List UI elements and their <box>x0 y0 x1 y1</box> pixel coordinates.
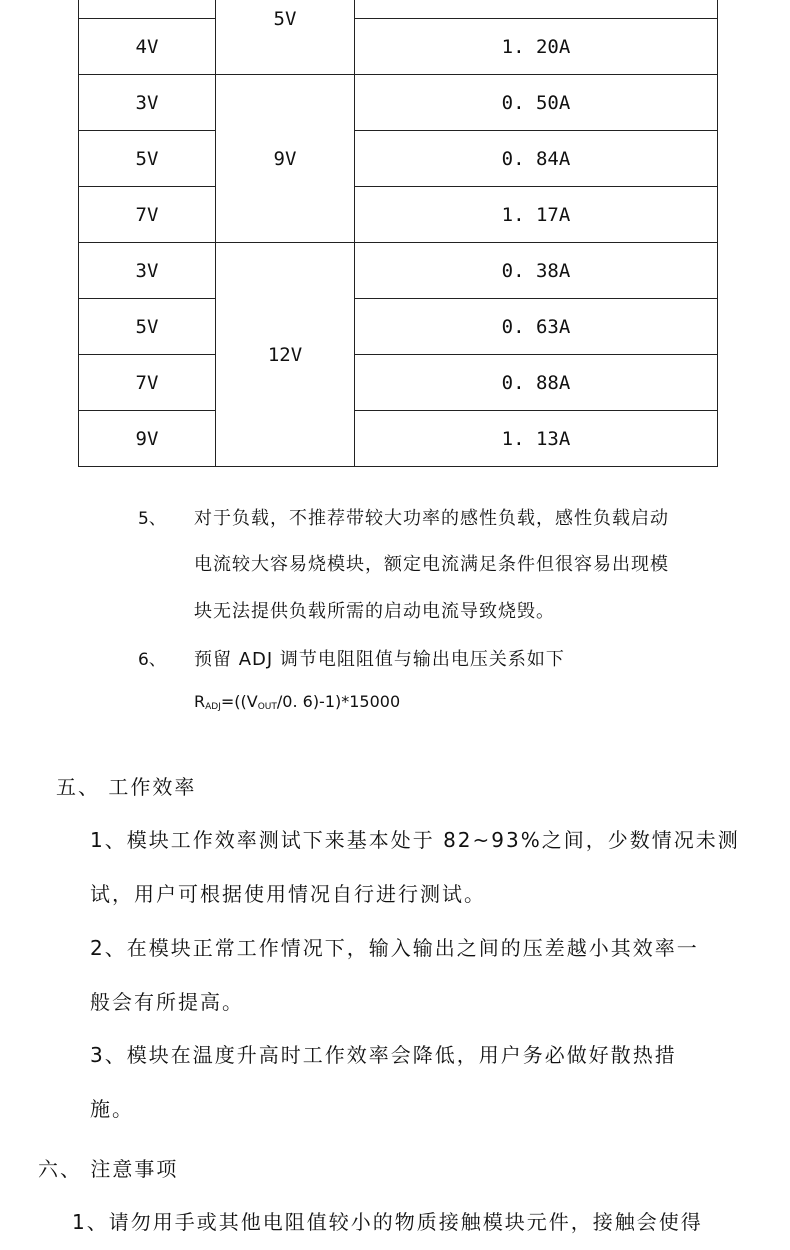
item-6-number: 6、 <box>138 650 166 670</box>
output-voltage-cell <box>79 0 216 19</box>
current-cell <box>355 0 718 19</box>
item-5-line-2: 电流较大容易烧模块，额定电流满足条件但很容易出现模 <box>194 554 669 575</box>
current-cell: 1. 13A <box>355 411 718 467</box>
section-5-line: 1、模块工作效率测试下来基本处于 82~93%之间，少数情况未测 <box>90 828 740 852</box>
input-voltage-cell: 12V <box>216 243 355 467</box>
output-voltage-cell: 5V <box>79 299 216 355</box>
input-voltage-cell: 9V <box>216 75 355 243</box>
spec-table <box>78 0 718 467</box>
current-cell: 1. 20A <box>355 19 718 75</box>
current-cell: 0. 63A <box>355 299 718 355</box>
section-5-line: 施。 <box>90 1097 134 1121</box>
output-voltage-cell: 3V <box>79 243 216 299</box>
current-cell: 0. 50A <box>355 75 718 131</box>
output-voltage-cell: 3V <box>79 75 216 131</box>
table-row <box>79 75 718 131</box>
table-row <box>79 187 718 243</box>
section-5-line: 2、在模块正常工作情况下，输入输出之间的压差越小其效率一 <box>90 936 699 960</box>
item-5-line-3: 块无法提供负载所需的启动电流导致烧毁。 <box>194 601 555 622</box>
table-row <box>79 243 718 299</box>
input-voltage-cell: 5V <box>216 0 355 75</box>
section-5-line: 3、模块在温度升高时工作效率会降低，用户务必做好散热措 <box>90 1043 677 1067</box>
section-6-line: 1、请勿用手或其他电阻值较小的物质接触模块元件，接触会使得 <box>72 1210 703 1234</box>
table-row <box>79 355 718 411</box>
table-row <box>79 19 718 75</box>
table-row <box>79 131 718 187</box>
output-voltage-cell: 7V <box>79 187 216 243</box>
adj-formula: $R_{ADJ}=((V_{OUT}/0$. 6)-1)*15000 <box>194 692 401 712</box>
section-5-line: 试，用户可根据使用情况自行进行测试。 <box>90 882 486 906</box>
output-voltage-cell: 7V <box>79 355 216 411</box>
section-6-title: 六、 注意事项 <box>38 1157 179 1181</box>
item-5-number: 5、 <box>138 509 166 529</box>
item-6-text: 预留 ADJ 调节电阻阻值与输出电压关系如下 <box>194 649 565 670</box>
item-5-line-1: 对于负载，不推荐带较大功率的感性负载，感性负载启动 <box>194 508 669 529</box>
table-row <box>79 299 718 355</box>
output-voltage-cell: 5V <box>79 131 216 187</box>
section-5-title: 五、 工作效率 <box>56 775 197 799</box>
section-5-line: 般会有所提高。 <box>90 990 244 1014</box>
current-cell: 1. 17A <box>355 187 718 243</box>
current-cell: 0. 84A <box>355 131 718 187</box>
output-voltage-cell: 9V <box>79 411 216 467</box>
table-row <box>79 0 718 19</box>
output-voltage-cell: 4V <box>79 19 216 75</box>
current-cell: 0. 38A <box>355 243 718 299</box>
table-row <box>79 411 718 467</box>
current-cell: 0. 88A <box>355 355 718 411</box>
